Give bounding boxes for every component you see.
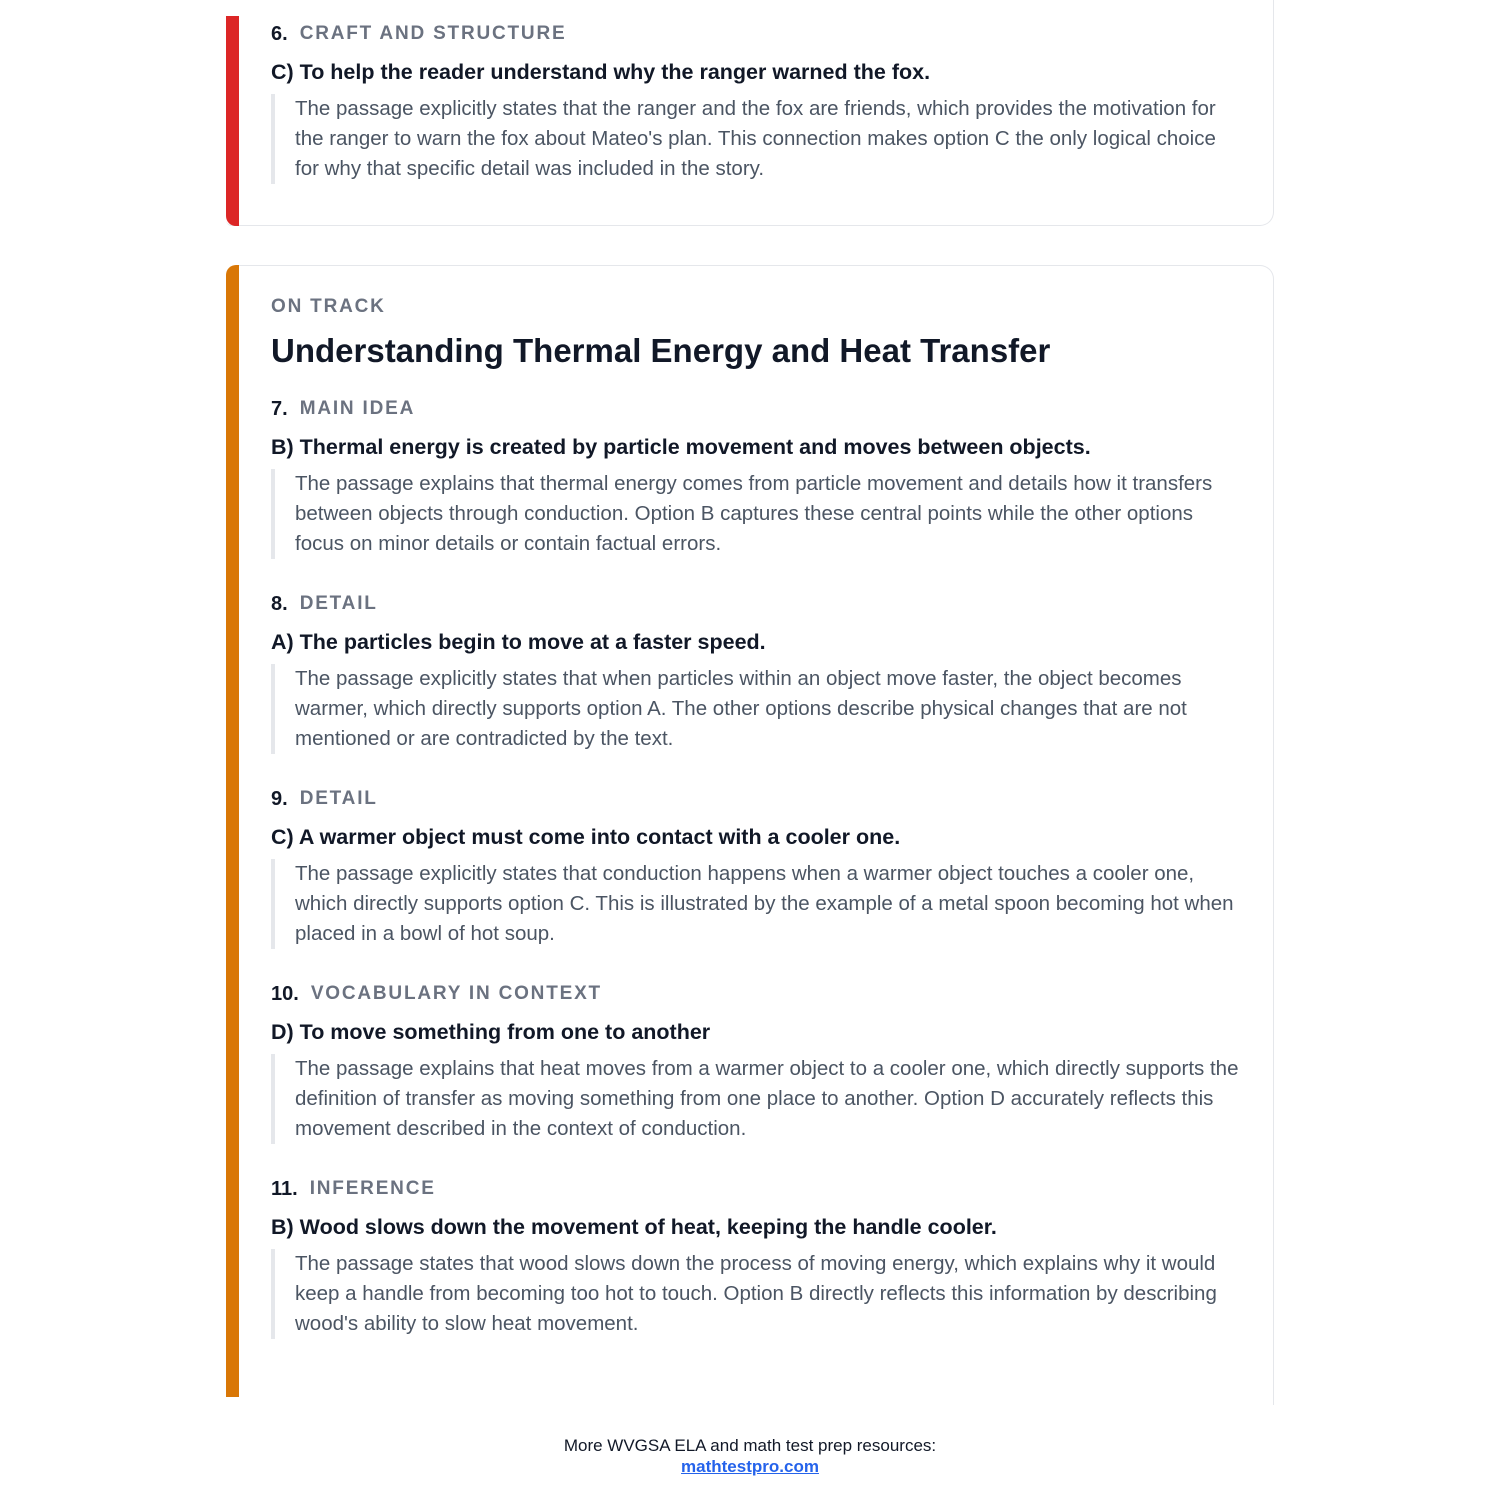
question-category: MAIN IDEA	[299, 398, 416, 419]
question-block	[271, 976, 1243, 1144]
question-number: 9.	[271, 787, 288, 810]
question-category: CRAFT AND STRUCTURE	[299, 23, 567, 44]
question-number: 11.	[271, 1177, 298, 1200]
answer-explanation: The passage explains that thermal energy comes from particle movement and details how it transfers between objects through conduction. Option B captures these central points while the other options focus on minor details or contain factual errors.	[271, 469, 1243, 559]
correct-answer: B) Thermal energy is created by particle movement and moves between objects.	[271, 435, 1091, 459]
footer-text: More WVGSA ELA and math test prep resources:	[563, 1436, 937, 1455]
question-block	[271, 1171, 1243, 1339]
footer	[0, 1435, 1500, 1477]
answer-explanation: The passage states that wood slows down the process of moving energy, which explains why it would keep a handle from becoming too hot to touch. Option B directly reflects this information by describing wood's ability to slow heat movement.	[271, 1249, 1243, 1339]
question-number: 10.	[271, 982, 299, 1005]
answer-explanation: The passage explicitly states that when particles within an object move faster, the object becomes warmer, which directly supports option A. The other options describe physical changes that are not mentioned or are contradicted by the text.	[271, 664, 1243, 754]
question-number: 6.	[271, 22, 288, 45]
correct-answer: A) The particles begin to move at a faster speed.	[271, 630, 766, 654]
question-block	[271, 781, 1243, 949]
footer-link[interactable]: mathtestpro.com	[681, 1457, 819, 1476]
results-card-previous	[226, 0, 1274, 226]
answer-explanation: The passage explicitly states that the ranger and the fox are friends, which provides the motivation for the ranger to warn the fox about Mateo's plan. This connection makes option C the only logical choice for why that specific detail was included in the story.	[271, 94, 1243, 184]
question-category: VOCABULARY IN CONTEXT	[310, 983, 602, 1004]
results-card-thermal-energy	[226, 265, 1274, 1405]
question-header	[271, 781, 1243, 817]
question-number: 7.	[271, 397, 288, 420]
question-category: DETAIL	[299, 788, 378, 809]
question-header	[271, 586, 1243, 622]
correct-answer: D) To move something from one to another	[271, 1020, 711, 1044]
question-block	[271, 586, 1243, 754]
answer-explanation: The passage explicitly states that conduction happens when a warmer object touches a cooler one, which directly supports option C. This is illustrated by the example of a metal spoon becoming hot when placed in a bowl of hot soup.	[271, 859, 1243, 949]
question-block	[271, 391, 1243, 559]
question-header	[271, 1171, 1243, 1207]
correct-answer: C) A warmer object must come into contact with a cooler one.	[271, 825, 901, 849]
question-header	[271, 16, 1243, 52]
correct-answer: C) To help the reader understand why the ranger warned the fox.	[271, 60, 931, 84]
question-header	[271, 391, 1243, 427]
question-number: 8.	[271, 592, 288, 615]
status-label: ON TRACK	[271, 296, 386, 317]
correct-answer: B) Wood slows down the movement of heat, keeping the handle cooler.	[271, 1215, 997, 1239]
passage-title: Understanding Thermal Energy and Heat Transfer	[271, 332, 1051, 369]
question-header	[271, 976, 1243, 1012]
question-category: DETAIL	[299, 593, 378, 614]
question-block	[271, 16, 1243, 184]
answer-explanation: The passage explains that heat moves from a warmer object to a cooler one, which directly supports the definition of transfer as moving something from one place to another. Option D accurately reflects this movement described in the context of conduction.	[271, 1054, 1243, 1144]
question-category: INFERENCE	[309, 1178, 436, 1199]
